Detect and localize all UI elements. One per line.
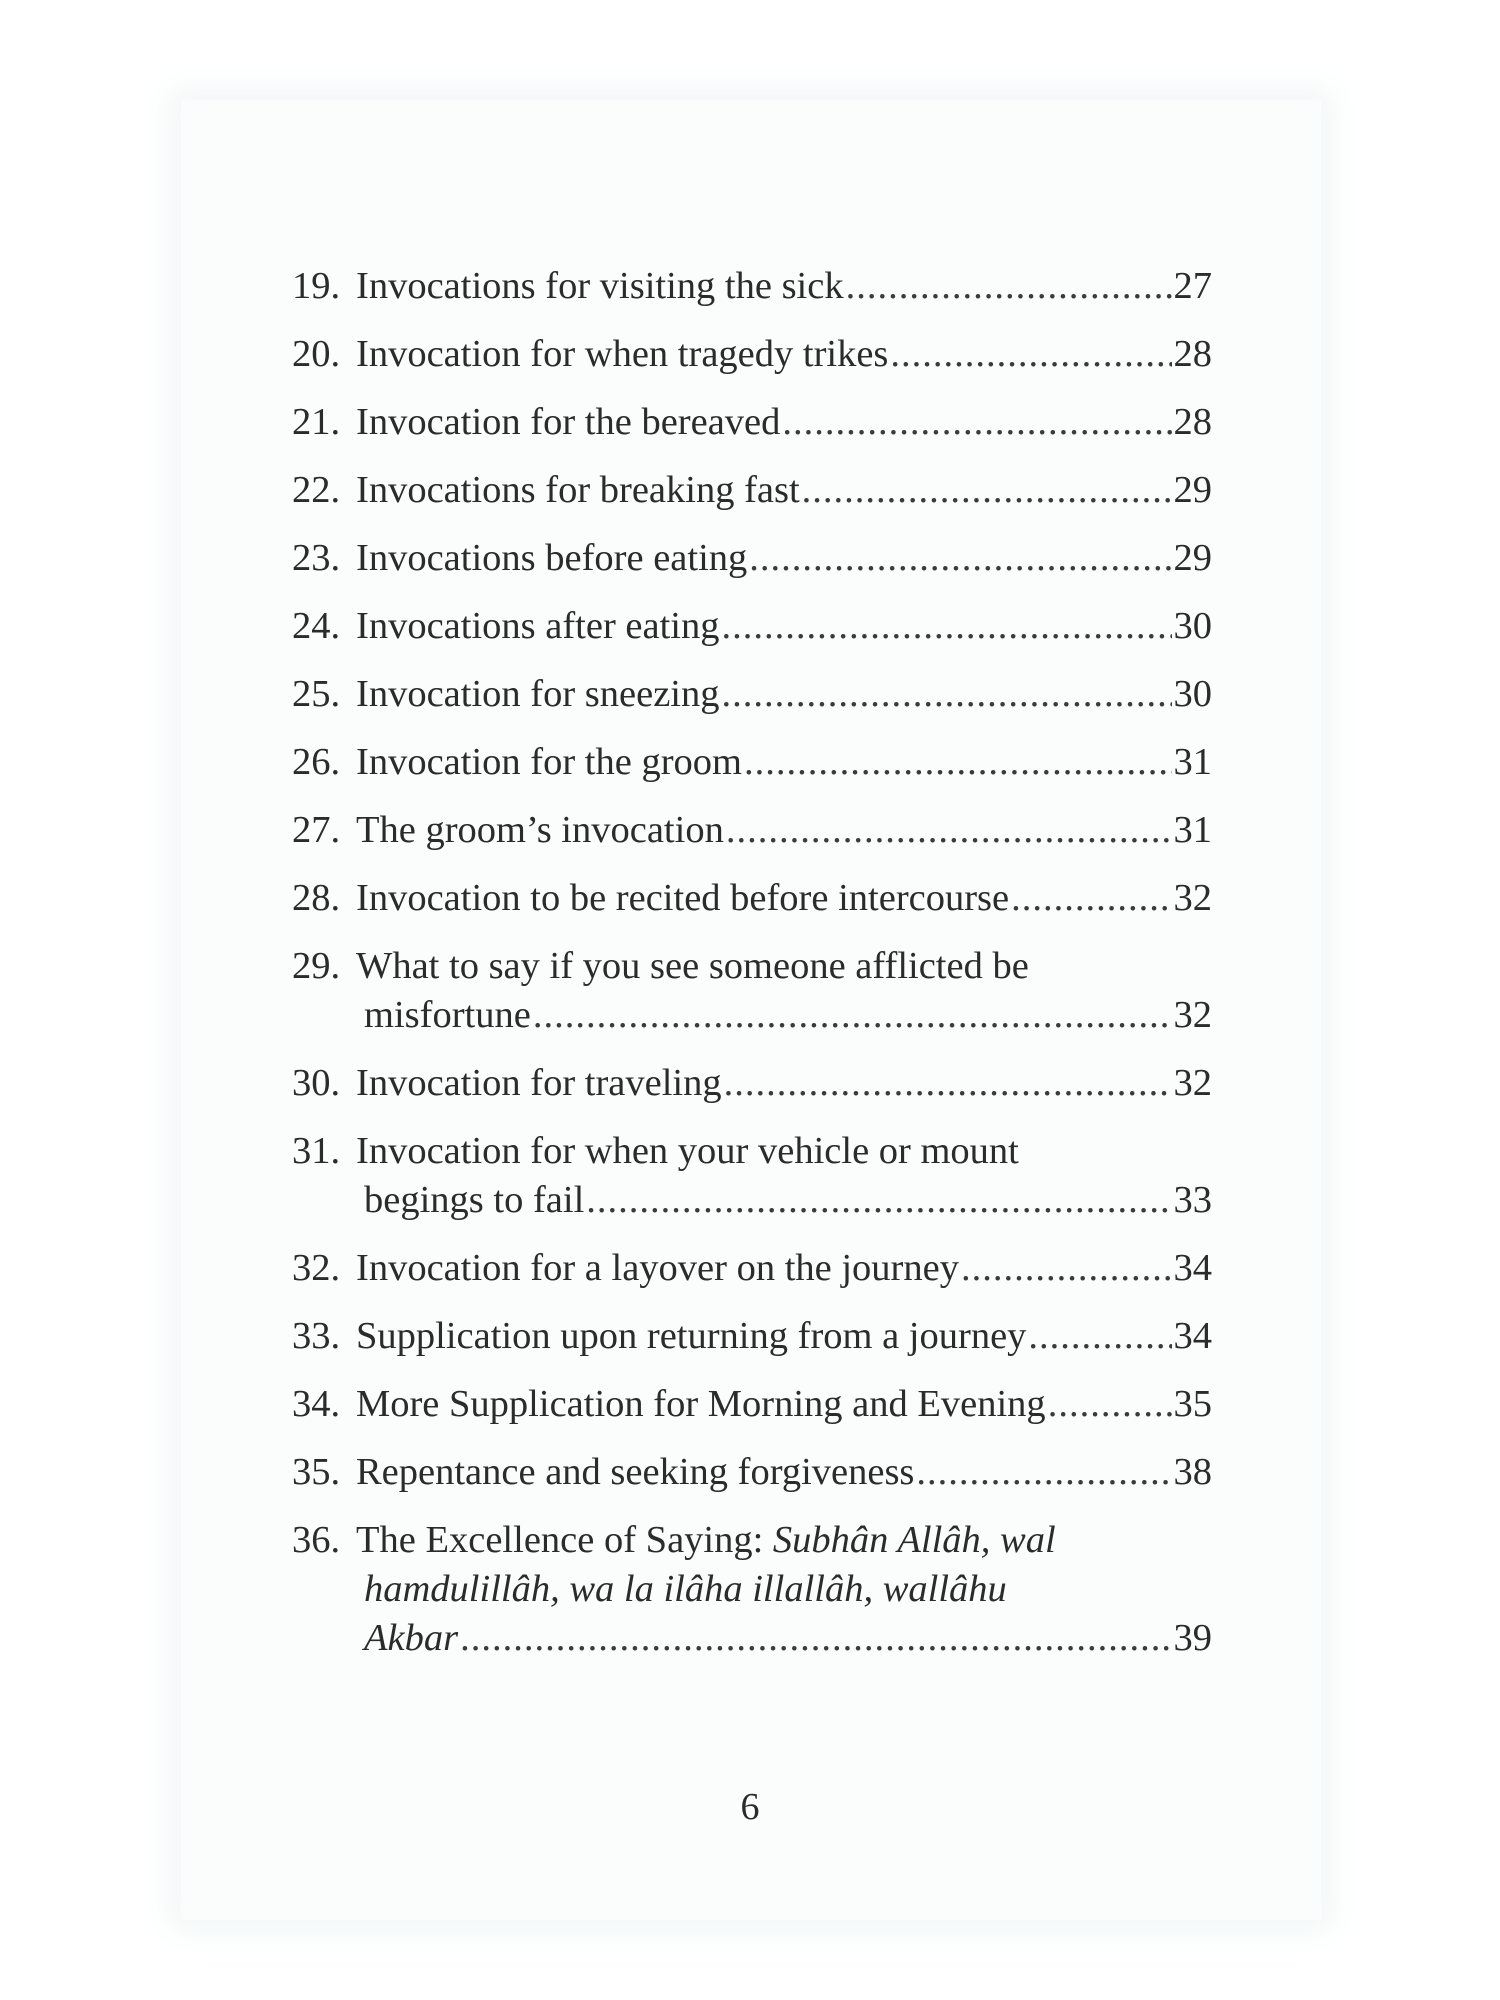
entry-title: Invocations before eating — [356, 537, 748, 579]
entry-page: 31 — [1173, 741, 1212, 783]
entry-title-line-2: misfortune — [364, 994, 531, 1036]
entry-title: Invocation for sneezing — [356, 673, 720, 715]
entry-page: 27 — [1173, 265, 1212, 307]
toc-entry-33 — [292, 1312, 1212, 1361]
dot-leader — [533, 991, 1172, 1040]
dot-leader — [846, 262, 1172, 311]
entry-number: 23. — [292, 537, 341, 579]
toc-entry-35 — [292, 1448, 1212, 1497]
entry-number: 36. — [292, 1519, 341, 1561]
dot-leader — [1028, 1312, 1171, 1361]
toc-entry-31 — [292, 1127, 1212, 1225]
toc-entry-25 — [292, 670, 1212, 719]
entry-page: 30 — [1173, 673, 1212, 715]
toc-entry-19 — [292, 262, 1212, 311]
entry-title: Invocation for the bereaved — [356, 401, 781, 443]
dot-leader — [1048, 1380, 1172, 1429]
entry-title: More Supplication for Morning and Evening — [356, 1383, 1046, 1425]
dot-leader — [890, 330, 1171, 379]
dot-leader — [726, 806, 1172, 855]
entry-title: Invocation to be recited before intercourse — [356, 877, 1010, 919]
entry-title: Invocation for when tragedy trikes — [356, 333, 889, 375]
entry-title-line-1: What to say if you see someone afflicted be — [356, 945, 1029, 987]
toc-entry-29 — [292, 942, 1212, 1040]
entry-page: 32 — [1173, 877, 1212, 919]
entry-title: Supplication upon returning from a journey — [356, 1315, 1027, 1357]
entry-title: Repentance and seeking forgiveness — [356, 1451, 915, 1493]
dot-leader — [802, 466, 1172, 515]
toc-entry-26 — [292, 738, 1212, 787]
entry-number: 22. — [292, 469, 341, 511]
entry-number: 27. — [292, 809, 341, 851]
toc-entry-34 — [292, 1380, 1212, 1429]
toc-entry-20 — [292, 330, 1212, 379]
dot-leader — [460, 1614, 1171, 1663]
entry-page: 33 — [1173, 1179, 1212, 1221]
entry-number: 20. — [292, 333, 341, 375]
entry-page: 35 — [1173, 1383, 1212, 1425]
dot-leader — [749, 534, 1171, 583]
entry-title-plain: The Excellence of Saying: — [356, 1519, 773, 1561]
toc-entry-27 — [292, 806, 1212, 855]
entry-page: 29 — [1173, 469, 1212, 511]
toc-entry-32 — [292, 1244, 1212, 1293]
table-of-contents — [292, 262, 1212, 1682]
entry-title-line-2: begings to fail — [364, 1179, 585, 1221]
entry-title-line-1: Invocation for when your vehicle or mount — [356, 1130, 1019, 1172]
entry-page: 34 — [1173, 1247, 1212, 1289]
entry-title: Invocation for traveling — [356, 1062, 722, 1104]
dot-leader — [721, 670, 1171, 719]
entry-number: 34. — [292, 1383, 341, 1425]
entry-number: 29. — [292, 945, 341, 987]
dot-leader — [724, 1059, 1172, 1108]
entry-page: 32 — [1173, 1062, 1212, 1104]
entry-title: Invocations for breaking fast — [356, 469, 800, 511]
toc-entry-28 — [292, 874, 1212, 923]
dot-leader — [1011, 874, 1171, 923]
entry-page: 34 — [1173, 1315, 1212, 1357]
dot-leader — [721, 602, 1171, 651]
entry-title: Invocations after eating — [356, 605, 720, 647]
dot-leader — [916, 1448, 1171, 1497]
entry-number: 19. — [292, 265, 341, 307]
dot-leader — [961, 1244, 1172, 1293]
entry-page: 31 — [1173, 809, 1212, 851]
entry-title-italic: Subhân Allâh, wal — [772, 1519, 1056, 1561]
entry-page: 38 — [1173, 1451, 1212, 1493]
entry-number: 35. — [292, 1451, 341, 1493]
dot-leader — [782, 398, 1171, 447]
toc-entry-21 — [292, 398, 1212, 447]
entry-number: 33. — [292, 1315, 341, 1357]
entry-number: 24. — [292, 605, 341, 647]
entry-title-line-1 — [356, 1516, 1056, 1565]
entry-title-line-2: hamdulillâh, wa la ilâha illallâh, wallâhu — [364, 1568, 1007, 1610]
entry-title: Invocation for the groom — [356, 741, 742, 783]
entry-page: 32 — [1173, 994, 1212, 1036]
toc-entry-23 — [292, 534, 1212, 583]
page-number: 6 — [740, 1786, 760, 1828]
entry-page: 28 — [1173, 401, 1212, 443]
entry-number: 31. — [292, 1130, 341, 1172]
dot-leader — [586, 1176, 1171, 1225]
entry-page: 29 — [1173, 537, 1212, 579]
entry-title: The groom’s invocation — [356, 809, 724, 851]
entry-page: 30 — [1173, 605, 1212, 647]
entry-number: 30. — [292, 1062, 341, 1104]
entry-title-line-3: Akbar — [364, 1617, 459, 1659]
entry-number: 28. — [292, 877, 341, 919]
toc-entry-30 — [292, 1059, 1212, 1108]
entry-number: 32. — [292, 1247, 341, 1289]
toc-entry-36 — [292, 1516, 1212, 1663]
dot-leader — [744, 738, 1172, 787]
toc-entry-22 — [292, 466, 1212, 515]
entry-number: 26. — [292, 741, 341, 783]
toc-entry-24 — [292, 602, 1212, 651]
entry-page: 28 — [1173, 333, 1212, 375]
entry-title: Invocations for visiting the sick — [356, 265, 844, 307]
entry-page: 39 — [1173, 1617, 1212, 1659]
entry-number: 25. — [292, 673, 341, 715]
entry-title: Invocation for a layover on the journey — [356, 1247, 959, 1289]
entry-number: 21. — [292, 401, 341, 443]
